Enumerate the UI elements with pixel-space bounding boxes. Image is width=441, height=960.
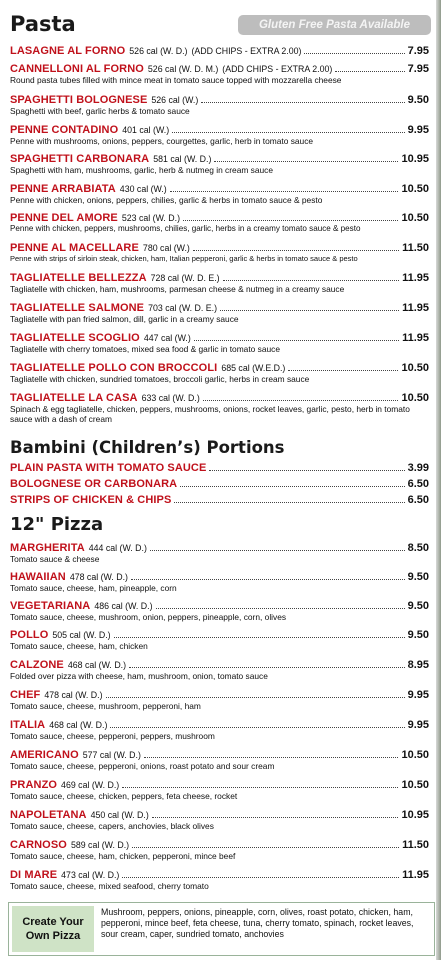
item-description: Tomato sauce, cheese, pepperoni, onions, roast potato and sour cream xyxy=(10,761,275,771)
gluten-free-badge: Gluten Free Pasta Available xyxy=(238,15,431,35)
item-calories: 430 cal (W.) xyxy=(119,184,167,194)
item-description: Tomato sauce, cheese, mushroom, pepperoni, ham xyxy=(10,701,201,711)
item-description: Tagliatelle with cherry tomatoes, mixed sea food & garlic in tomato sauce xyxy=(10,344,280,354)
item-price: 11.50 xyxy=(402,242,429,254)
bambini-item-1 xyxy=(10,478,429,490)
item-name: STRIPS OF CHICKEN & CHIPS xyxy=(10,494,172,506)
item-name: TAGLIATELLE BELLEZZA xyxy=(10,272,147,284)
item-price: 10.95 xyxy=(401,153,429,165)
item-description: Penne with chicken, peppers, mushrooms, chilies, garlic, herbs in a creamy tomato sauce & pesto xyxy=(10,224,361,233)
pizza-item-7 xyxy=(10,749,429,771)
create-your-own-label-line2: Own Pizza xyxy=(25,930,81,942)
item-description: Spaghetti with ham, mushrooms, garlic, herb & nutmeg in cream sauce xyxy=(10,165,274,175)
pasta-item-10 xyxy=(10,332,429,354)
item-calories: 444 cal (W. D.) xyxy=(88,543,147,553)
item-name: CALZONE xyxy=(10,659,64,671)
item-calories: 478 cal (W. D.) xyxy=(44,690,103,700)
item-name: BOLOGNESE OR CARBONARA xyxy=(10,478,178,490)
item-price: 11.95 xyxy=(402,332,429,344)
item-price: 10.50 xyxy=(401,183,429,195)
item-description: Folded over pizza with cheese, ham, mushroom, onion, tomato sauce xyxy=(10,671,268,681)
item-price: 7.95 xyxy=(407,63,429,75)
item-price: 9.95 xyxy=(407,124,429,136)
item-calories: 581 cal (W. D.) xyxy=(153,154,212,164)
pasta-item-8 xyxy=(10,272,429,294)
item-price: 8.50 xyxy=(407,542,429,554)
item-price: 11.95 xyxy=(402,302,429,314)
item-calories: 486 cal (W. D.) xyxy=(94,601,153,611)
pizza-item-9 xyxy=(10,809,429,831)
item-price: 9.95 xyxy=(407,719,429,731)
item-name: ITALIA xyxy=(10,719,46,731)
pizza-item-8 xyxy=(10,779,429,801)
item-description: Spaghetti with beef, garlic herbs & tomato sauce xyxy=(10,106,190,116)
item-calories: 401 cal (W.) xyxy=(122,125,170,135)
item-calories: 450 cal (W. D.) xyxy=(90,810,149,820)
item-name: CHEF xyxy=(10,689,41,701)
create-your-own-toppings: Mushroom, peppers, onions, pineapple, corn, olives, roast potato, chicken, ham, pepperoni, mince beef, feta cheese, tuna, cherry tomato, spinach, rocket leaves, sour cream, caper, sundried tomato, anchovies xyxy=(101,907,414,940)
pizza-item-11 xyxy=(10,869,429,891)
item-note: (ADD CHIPS - EXTRA 2.00) xyxy=(222,64,333,74)
pasta-item-1 xyxy=(10,63,429,85)
pizza-item-6 xyxy=(10,719,429,741)
item-description: Spinach & egg tagliatelle, chicken, peppers, mushrooms, onions, rocket leaves, garlic, pesto, herb in tomato sauce with a dash of cream xyxy=(10,404,410,424)
item-name: CANNELLONI AL FORNO xyxy=(10,63,144,75)
item-description: Tomato sauce, cheese, ham, chicken, pepperoni, mince beef xyxy=(10,851,236,861)
item-calories: 577 cal (W. D.) xyxy=(82,750,141,760)
item-price: 10.50 xyxy=(401,212,429,224)
item-description: Tomato sauce, cheese, ham, pineapple, corn xyxy=(10,583,177,593)
item-name: TAGLIATELLE LA CASA xyxy=(10,392,138,404)
pizza-item-2 xyxy=(10,600,429,622)
item-name: DI MARE xyxy=(10,869,58,881)
item-calories: 523 cal (W. D.) xyxy=(121,213,181,223)
pizza-item-5 xyxy=(10,689,429,711)
pasta-item-6 xyxy=(10,212,429,234)
item-name: PENNE CONTADINO xyxy=(10,124,119,136)
item-calories: 703 cal (W. D. E.) xyxy=(148,303,218,313)
item-name: PRANZO xyxy=(10,779,58,791)
item-calories: 728 cal (W. D. E.) xyxy=(150,273,220,283)
item-note: (ADD CHIPS - EXTRA 2.00) xyxy=(191,46,302,56)
item-price: 9.50 xyxy=(407,600,429,612)
item-price: 9.50 xyxy=(407,571,429,583)
page-edge xyxy=(436,0,441,960)
bambini-item-2 xyxy=(10,494,429,506)
item-description: Tomato sauce, cheese, chicken, peppers, feta cheese, rocket xyxy=(10,791,238,801)
item-calories: 505 cal (W. D.) xyxy=(52,630,111,640)
item-price: 8.95 xyxy=(407,659,429,671)
pizza-item-0 xyxy=(10,542,429,564)
pasta-item-11 xyxy=(10,362,429,384)
item-price: 10.50 xyxy=(401,392,429,404)
item-description: Tagliatelle with pan fried salmon, dill, garlic in a creamy sauce xyxy=(10,314,239,324)
item-calories: 478 cal (W. D.) xyxy=(69,572,128,582)
pasta-item-5 xyxy=(10,183,429,205)
item-description: Tagliatelle with chicken, sundried tomatoes, broccoli garlic, herbs in cream sauce xyxy=(10,374,310,384)
item-calories: 468 cal (W. D.) xyxy=(49,720,108,730)
create-your-own-label-line1: Create Your xyxy=(22,916,84,928)
pizza-item-1 xyxy=(10,571,429,593)
pizza-item-4 xyxy=(10,659,429,681)
item-price: 9.95 xyxy=(407,689,429,701)
item-calories: 469 cal (W. D.) xyxy=(61,780,120,790)
item-price: 7.95 xyxy=(407,45,429,57)
item-description: Tomato sauce, cheese, mixed seafood, cherry tomato xyxy=(10,881,209,891)
item-name: SPAGHETTI CARBONARA xyxy=(10,153,150,165)
item-calories: 468 cal (W. D.) xyxy=(67,660,127,670)
item-price: 10.50 xyxy=(401,749,429,761)
item-name: TAGLIATELLE SALMONE xyxy=(10,302,145,314)
item-description: Tomato sauce, cheese, pepperoni, peppers, mushroom xyxy=(10,731,215,741)
item-description: Tomato sauce & cheese xyxy=(10,554,100,564)
item-name: TAGLIATELLE POLLO CON BROCCOLI xyxy=(10,362,218,374)
item-price: 11.95 xyxy=(402,272,429,284)
item-name: PENNE ARRABIATA xyxy=(10,183,116,195)
item-description: Round pasta tubes filled with mince meat in tomato sauce topped with mozzarella cheese xyxy=(10,75,342,85)
item-price: 3.99 xyxy=(407,462,429,474)
item-calories: 685 cal (W.E.D.) xyxy=(221,363,286,373)
item-description: Tomato sauce, cheese, mushroom, onion, peppers, pineapple, corn, olives xyxy=(10,612,287,622)
item-price: 11.50 xyxy=(402,839,429,851)
item-description: Penne with mushrooms, onions, peppers, courgettes, garlic, herb in tomato sauce xyxy=(10,136,314,146)
pizza-item-3 xyxy=(10,629,429,651)
bambini-item-0 xyxy=(10,462,429,474)
item-name: PENNE DEL AMORE xyxy=(10,212,118,224)
item-calories: 589 cal (W. D.) xyxy=(70,840,130,850)
item-name: SPAGHETTI BOLOGNESE xyxy=(10,94,148,106)
item-calories: 526 cal (W. D. M.) xyxy=(147,64,219,74)
item-name: MARGHERITA xyxy=(10,542,85,554)
item-name: LASAGNE AL FORNO xyxy=(10,45,126,57)
item-calories: 780 cal (W.) xyxy=(142,243,190,253)
item-price: 9.50 xyxy=(407,629,429,641)
pasta-heading: Pasta xyxy=(10,12,76,36)
item-description: Tomato sauce, cheese, capers, anchovies, black olives xyxy=(10,821,214,831)
create-your-own-label xyxy=(12,906,94,952)
pasta-item-2 xyxy=(10,94,429,116)
item-price: 6.50 xyxy=(407,478,429,490)
item-calories: 526 cal (W.) xyxy=(151,95,199,105)
pasta-item-7 xyxy=(10,242,429,264)
item-price: 11.95 xyxy=(402,869,429,881)
item-name: PENNE AL MACELLARE xyxy=(10,242,139,254)
item-name: PLAIN PASTA WITH TOMATO SAUCE xyxy=(10,462,207,474)
item-name: CARNOSO xyxy=(10,839,67,851)
item-price: 10.50 xyxy=(401,779,429,791)
item-price: 6.50 xyxy=(407,494,429,506)
pasta-item-4 xyxy=(10,153,429,175)
item-name: TAGLIATELLE SCOGLIO xyxy=(10,332,140,344)
item-calories: 473 cal (W. D.) xyxy=(61,870,120,880)
pasta-item-9 xyxy=(10,302,429,324)
item-description: Penne with strips of sirloin steak, chicken, ham, Italian pepperoni, garlic & herbs in tomato sauce & pesto xyxy=(10,254,358,263)
item-name: NAPOLETANA xyxy=(10,809,87,821)
item-name: HAWAIIAN xyxy=(10,571,66,583)
item-price: 10.95 xyxy=(401,809,429,821)
pasta-item-3 xyxy=(10,124,429,146)
item-price: 10.50 xyxy=(401,362,429,374)
bambini-heading: Bambini (Children’s) Portions xyxy=(10,438,285,457)
pizza-heading: 12" Pizza xyxy=(10,514,104,535)
item-description: Penne with chicken, onions, peppers, chilies, garlic & herbs in tomato sauce & pesto xyxy=(10,195,323,205)
pasta-item-0 xyxy=(10,45,429,57)
item-name: POLLO xyxy=(10,629,49,641)
item-calories: 447 cal (W.) xyxy=(143,333,191,343)
create-your-own-box xyxy=(8,902,435,956)
pizza-item-10 xyxy=(10,839,429,861)
item-price: 9.50 xyxy=(407,94,429,106)
item-name: VEGETARIANA xyxy=(10,600,91,612)
item-calories: 526 cal (W. D.) xyxy=(129,46,188,56)
pasta-item-12 xyxy=(10,392,429,424)
item-name: AMERICANO xyxy=(10,749,79,761)
item-description: Tomato sauce, cheese, ham, chicken xyxy=(10,641,148,651)
item-calories: 633 cal (W. D.) xyxy=(141,393,200,403)
item-description: Tagliatelle with chicken, ham, mushrooms, parmesan cheese & nutmeg in a creamy sauce xyxy=(10,284,345,294)
